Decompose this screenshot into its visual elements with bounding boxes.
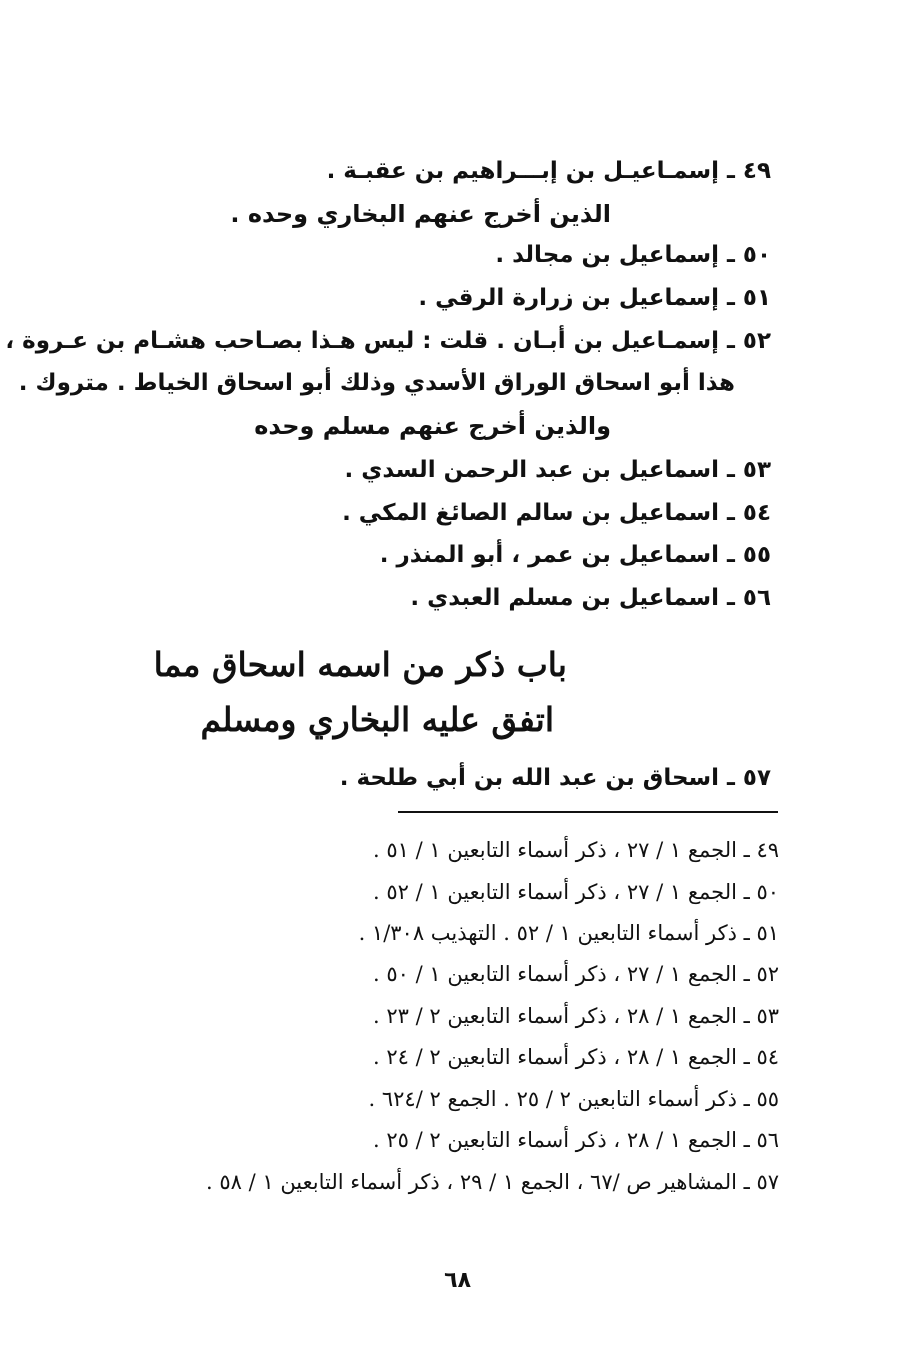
footnote-57: ٥٧ ـ المشاهير ص /٦٧ ، الجمع ١ / ٢٩ ، ذكر أسماء التابعين ١ / ٥٨ .: [206, 1170, 779, 1194]
entry-54: ٥٤ ـ اسماعيل بن سالم الصائغ المكي .: [342, 500, 771, 526]
footnote-50: ٥٠ ـ الجمع ١ / ٢٧ ، ذكر أسماء التابعين ١ / ٥٢ .: [373, 880, 779, 904]
footnote-54: ٥٤ ـ الجمع ١ / ٢٨ ، ذكر أسماء التابعين ٢ / ٢٤ .: [373, 1045, 779, 1069]
footnote-49: ٤٩ ـ الجمع ١ / ٢٧ ، ذكر أسماء التابعين ١ / ٥١ .: [373, 838, 779, 862]
entry-55: ٥٥ ـ اسماعيل بن عمر ، أبو المنذر .: [379, 542, 771, 568]
footnote-51: ٥١ ـ ذكر أسماء التابعين ١ / ٥٢ . التهذيب ١/٣٠٨ .: [358, 921, 779, 945]
entry-51: ٥١ ـ إسماعيل بن زرارة الرقي .: [418, 285, 771, 311]
entry-50: ٥٠ ـ إسماعيل بن مجالد .: [495, 242, 771, 268]
footnote-52: ٥٢ ـ الجمع ١ / ٢٧ ، ذكر أسماء التابعين ١ / ٥٠ .: [373, 962, 779, 986]
subheading-muslim-only: والذين أخرج عنهم مسلم وحده: [254, 412, 611, 440]
entry-52-line-2: هذا أبو اسحاق الوراق الأسدي وذلك أبو اسحاق الخياط . متروك .: [18, 370, 735, 396]
footnote-53: ٥٣ ـ الجمع ١ / ٢٨ ، ذكر أسماء التابعين ٢ / ٢٣ .: [373, 1004, 779, 1028]
footnote-55: ٥٥ ـ ذكر أسماء التابعين ٢ / ٢٥ . الجمع ٢ /٦٢٤ .: [368, 1087, 779, 1111]
footnote-separator: [398, 811, 778, 813]
entry-49: ٤٩ ـ إسمـاعيـل بن إبـــراهيم بن عقبـة .: [326, 158, 771, 184]
entry-52-line-1: ٥٢ ـ إسمـاعيل بن أبـان . قلت : ليس هـذا بصـاحب هشـام بن عـروة ،: [5, 328, 771, 354]
chapter-heading-line-2: اتفق عليه البخاري ومسلم: [200, 700, 554, 739]
entry-57: ٥٧ ـ اسحاق بن عبد الله بن أبي طلحة .: [339, 765, 771, 791]
chapter-heading-line-1: باب ذكر من اسمه اسحاق مما: [153, 645, 567, 684]
page-number: ٦٨: [444, 1268, 471, 1293]
subheading-bukhari-only: الذين أخرج عنهم البخاري وحده .: [230, 200, 611, 228]
entry-56: ٥٦ ـ اسماعيل بن مسلم العبدي .: [410, 585, 771, 611]
footnote-56: ٥٦ ـ الجمع ١ / ٢٨ ، ذكر أسماء التابعين ٢ / ٢٥ .: [373, 1128, 779, 1152]
entry-53: ٥٣ ـ اسماعيل بن عبد الرحمن السدي .: [344, 457, 771, 483]
